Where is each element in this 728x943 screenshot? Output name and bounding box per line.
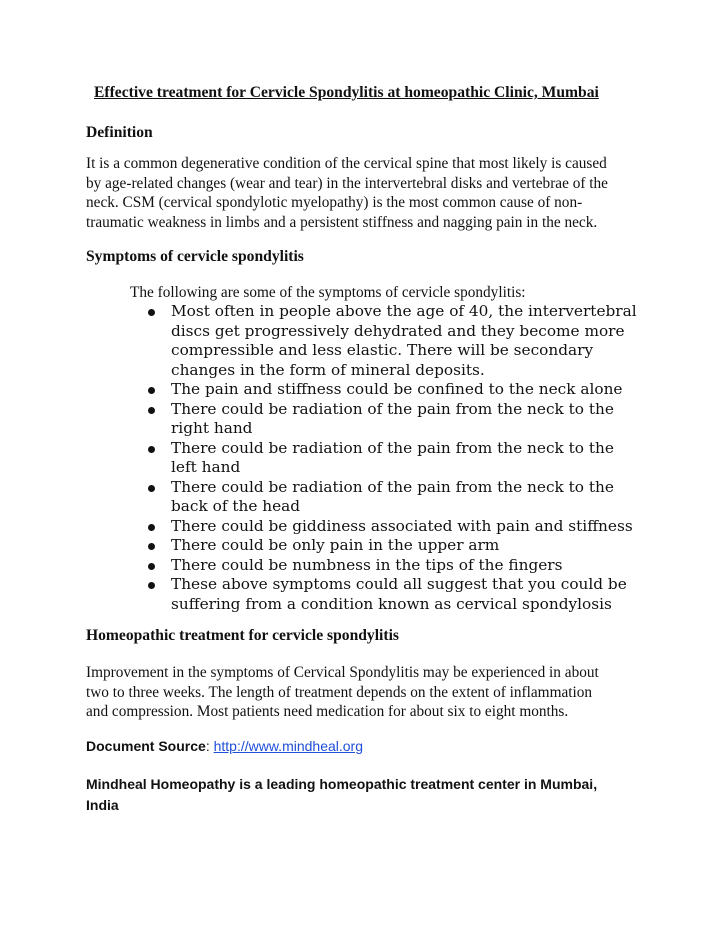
treatment-line: and compression. Most patients need medication for about six to eight months. — [86, 703, 569, 720]
list-item — [148, 400, 668, 439]
list-item-line: back of the head — [171, 497, 301, 515]
footer-line: Mindheal Homeopathy is a leading homeopathic treatment center in Mumbai, — [86, 776, 598, 792]
list-item-line: suffering from a condition known as cervical spondylosis — [171, 594, 612, 613]
definition-paragraph — [86, 154, 646, 232]
list-item-line: There could be radiation of the pain from the neck to the — [171, 438, 614, 457]
document-source — [86, 738, 363, 754]
list-item-line: compressible and less elastic. There will be secondary — [171, 341, 594, 359]
symptoms-list — [148, 302, 668, 614]
footer-note — [86, 774, 646, 816]
list-item — [148, 302, 668, 380]
symptoms-intro: The following are some of the symptoms of cervicle spondylitis: — [130, 284, 526, 301]
list-item-line: There could be radiation of the pain from the neck to the — [171, 477, 614, 496]
document-title: Effective treatment for Cervicle Spondylitis at homeopathic Clinic, Mumbai — [94, 84, 599, 101]
bullet-icon — [148, 563, 155, 570]
list-item-line: left hand — [171, 458, 241, 476]
list-item — [148, 517, 668, 537]
symptoms-heading: Symptoms of cervicle spondylitis — [86, 248, 304, 265]
document-source-separator: : — [205, 738, 214, 754]
list-item — [148, 439, 668, 478]
list-item-line: There could be numbness in the tips of the fingers — [171, 555, 563, 574]
bullet-icon — [148, 485, 155, 492]
list-item-line: There could be giddiness associated with pain and stiffness — [171, 516, 633, 535]
treatment-paragraph — [86, 663, 646, 722]
list-item — [148, 556, 668, 576]
bullet-icon — [148, 309, 155, 316]
bullet-icon — [148, 524, 155, 531]
bullet-icon — [148, 407, 155, 414]
list-item — [148, 478, 668, 517]
bullet-icon — [148, 582, 155, 589]
document-source-label: Document Source — [86, 738, 206, 754]
document-source-link[interactable]: http://www.mindheal.org — [213, 738, 363, 754]
list-item — [148, 575, 668, 614]
definition-line: traumatic weakness in limbs and a persistent stiffness and nagging pain in the neck. — [86, 213, 598, 231]
list-item-line: changes in the form of mineral deposits. — [171, 360, 485, 379]
list-item-line: The pain and stiffness could be confined to the neck alone — [171, 380, 623, 398]
bullet-icon — [148, 543, 155, 550]
definition-heading: Definition — [86, 124, 153, 141]
definition-line: neck. CSM (cervical spondylotic myelopathy) is the most common cause of non- — [86, 194, 583, 211]
treatment-heading: Homeopathic treatment for cervicle spondylitis — [86, 627, 399, 644]
list-item-line: right hand — [171, 419, 253, 437]
list-item-line: There could be only pain in the upper arm — [171, 536, 500, 554]
bullet-icon — [148, 446, 155, 453]
footer-line: India — [86, 797, 119, 813]
definition-line: by age-related changes (wear and tear) in the intervertebral disks and vertebrae of the — [86, 174, 608, 192]
list-item-line: There could be radiation of the pain from the neck to the — [171, 399, 614, 418]
treatment-line: Improvement in the symptoms of Cervical Spondylitis may be experienced in about — [86, 664, 599, 681]
treatment-line: two to three weeks. The length of treatment depends on the extent of inflammation — [86, 683, 593, 701]
bullet-icon — [148, 387, 155, 394]
list-item-line: Most often in people above the age of 40, the intervertebral — [171, 302, 637, 320]
list-item-line: These above symptoms could all suggest that you could be — [171, 575, 627, 593]
list-item — [148, 536, 668, 556]
list-item-line: discs get progressively dehydrated and they become more — [171, 321, 625, 340]
list-item — [148, 380, 668, 400]
definition-line: It is a common degenerative condition of the cervical spine that most likely is caused — [86, 155, 607, 172]
